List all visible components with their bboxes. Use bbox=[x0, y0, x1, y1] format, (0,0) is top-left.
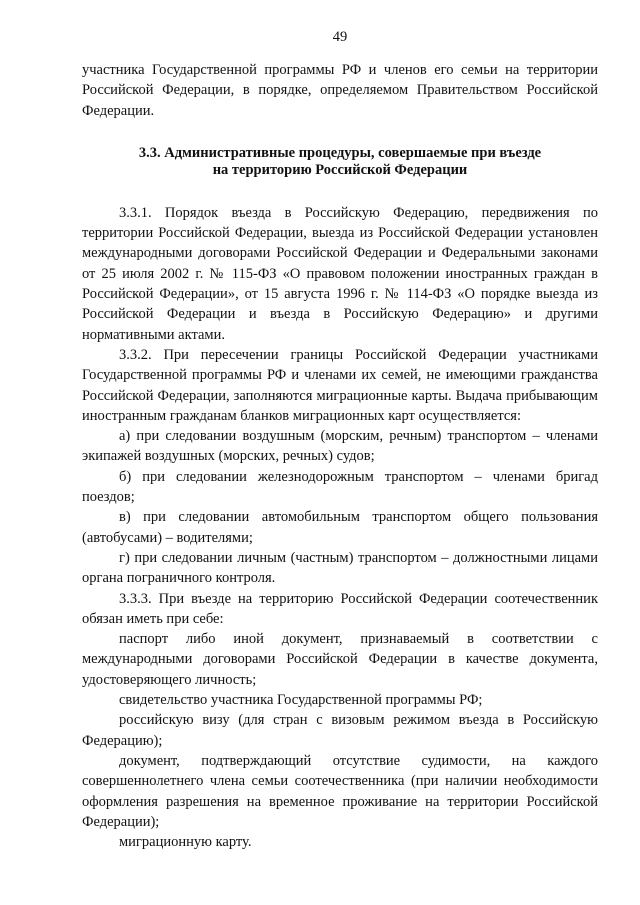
required-document-no-criminal-record: документ, подтверждающий отсутствие судимости, на каждого совершеннолетнего члена семьи соотечественника (при наличии необходимости оформления разрешения на временное проживание на территории Российской Федерации); bbox=[82, 752, 598, 830]
required-document-passport: паспорт либо иной документ, признаваемый в соответствии с международными договорами Российской Федерации в качестве документа, удостоверяющего личность; bbox=[82, 631, 598, 688]
page-content bbox=[82, 60, 598, 852]
required-document-certificate: свидетельство участника Государственной программы РФ; bbox=[119, 692, 483, 709]
paragraph-3-3-2: 3.3.2. При пересечении границы Российской Федерации участниками Государственной программы РФ и членами их семей, не имеющими гражданства Российской Федерации, заполняются миграционные карты. Выдача прибывающим иностранным гражданам бланков миграционных карт осуществляется: bbox=[82, 346, 598, 424]
list-item-b: б) при следовании железнодорожным транспортом – членами бригад поездов; bbox=[82, 468, 598, 506]
page-number: 49 bbox=[332, 29, 348, 45]
list-item-a: а) при следовании воздушным (морским, речным) транспортом – членами экипажей воздушных (морских, речных) судов; bbox=[82, 428, 598, 465]
section-heading-line-1: 3.3. Административные процедуры, совершаемые при въезде bbox=[138, 144, 542, 161]
required-document-visa: российскую визу (для стран с визовым режимом въезда в Российскую Федерацию); bbox=[82, 712, 598, 749]
paragraph-3-3-3: 3.3.3. При въезде на территорию Российской Федерации соотечественник обязан иметь при себе: bbox=[82, 590, 598, 627]
section-heading bbox=[82, 145, 598, 179]
section-heading-line-2: на территорию Российской Федерации bbox=[212, 161, 468, 178]
intro-paragraph: участника Государственной программы РФ и членов его семьи на территории Российской Федерации, в порядке, определяемом Правительством Российской Федерации. bbox=[82, 62, 598, 119]
list-item-v: в) при следовании автомобильным транспортом общего пользования (автобусами) – водителями; bbox=[82, 509, 598, 546]
list-item-g: г) при следовании личным (частным) транспортом – должностными лицами органа пограничного контроля. bbox=[82, 549, 598, 587]
paragraph-3-3-1: 3.3.1. Порядок въезда в Российскую Федерацию, передвижения по территории Российской Федерации, выезда из Российской Федерации установлен международными договорами Российской Федерации и Федеральными законами от 25 июля 2002 г. № 115-ФЗ «О правовом положении иностранных граждан в Российской Федерации», от 15 августа 1996 г. № 114-ФЗ «О порядке выезда из Российской Федерации и въезда в Российскую Федерацию» и другими нормативными актами. bbox=[82, 204, 598, 343]
required-document-migration-card: миграционную карту. bbox=[119, 834, 252, 851]
